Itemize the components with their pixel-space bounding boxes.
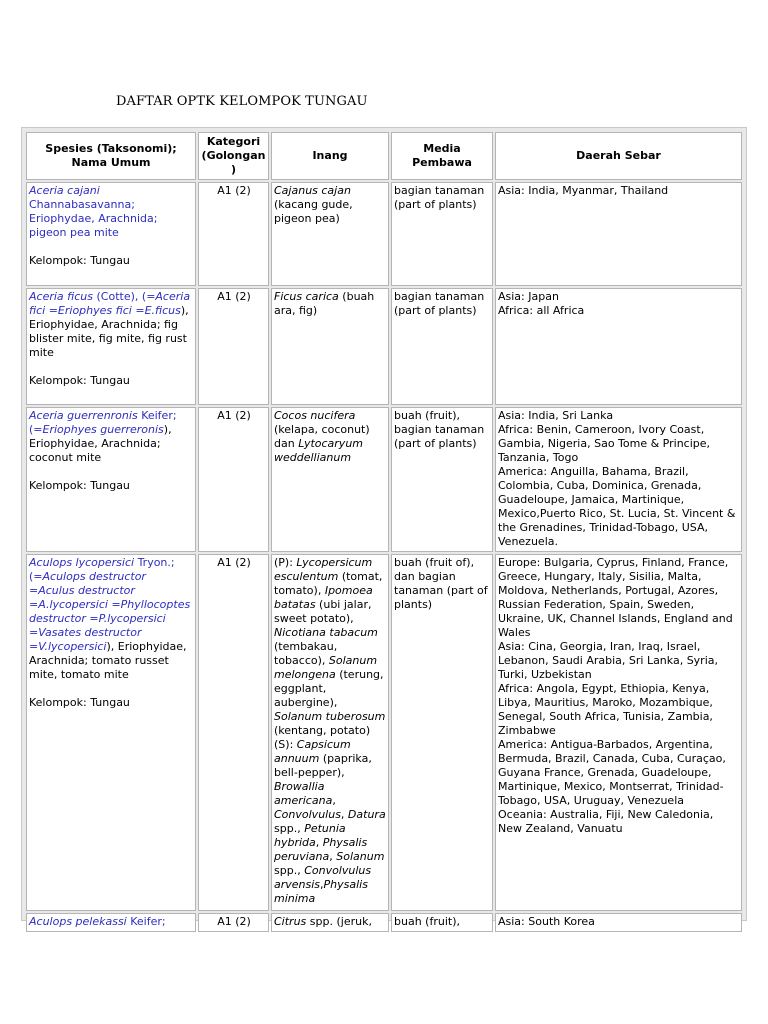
cell-kategori: A1 (2) — [198, 554, 269, 911]
cell-inang: Cocos nucifera (kelapa, coconut) dan Lytocaryum weddellianum — [271, 407, 389, 552]
cell-daerah: Asia: India, Myanmar, Thailand — [495, 182, 742, 286]
host-scientific-name: Physalis minima — [274, 878, 368, 905]
species-link[interactable]: Aculops pelekassi Keifer; — [29, 915, 166, 928]
host-scientific-name: Solanum melongena — [274, 654, 378, 681]
kelompok-label: Kelompok: Tungau — [29, 374, 130, 387]
host-text: (tembakau, tobacco), — [274, 640, 338, 667]
table-row — [26, 554, 742, 911]
species-link[interactable]: Aceria cajani Channabasavanna; Eriophydae, Arachnida; pigeon pea mite — [29, 184, 158, 239]
header-daerah: Daerah Sebar — [495, 132, 742, 180]
table-row — [26, 182, 742, 286]
host-text: (ubi jalar, sweet potato), — [274, 598, 372, 625]
cell-daerah: Europe: Bulgaria, Cyprus, Finland, France, Greece, Hungary, Italy, Sisilia, Malta, Moldova, Netherlands, Portugal, Azores, Russian Federation, Spain, Sweden, Ukraine, UK, Channel Islands, England and Wales Asia: Cina, Georgia, Iran, Iraq, Israel, Lebanon, Saudi Arabia, Sri Lanka, Syria, Turki, Uzbekistan Africa: Angola, Egypt, Ethiopia, Kenya, Libya, Mauritius, Maroko, Mozambique, Senegal, South Africa, Tunisia, Zambia, Zimbabwe America: Antigua-Barbados, Argentina, Bermuda, Brazil, Canada, Cuba, Curaçao, Guyana France, Grenada, Guadeloupe, Martinique, Mexico, Montserrat, Trinidad-Tobago, USA, Uruguay, Venezuela Oceania: Australia, Fiji, New Caledonia, New Zealand, Vanuatu — [495, 554, 742, 911]
host-scientific-name: Convolvulus arvensis — [274, 864, 372, 891]
cell-spesies — [26, 913, 196, 932]
cell-kategori: A1 (2) — [198, 288, 269, 405]
cell-kategori: A1 (2) — [198, 913, 269, 932]
cell-inang — [271, 554, 389, 911]
kelompok-label: Kelompok: Tungau — [29, 254, 130, 267]
optk-table — [24, 130, 744, 934]
cell-daerah: Asia: Japan Africa: all Africa — [495, 288, 742, 405]
species-link[interactable]: Aceria guerrenronis Keifer; (=Eriophyes guerreronis — [29, 409, 177, 436]
host-text: (tomat, tomato), — [274, 570, 383, 597]
cell-spesies — [26, 182, 196, 286]
host-scientific-name: Lycopersicum esculentum — [274, 556, 373, 583]
host-scientific-name: Datura — [347, 808, 386, 821]
kelompok-label: Kelompok: Tungau — [29, 479, 130, 492]
cell-inang: Cajanus cajan (kacang gude, pigeon pea) — [271, 182, 389, 286]
cell-spesies: Aceria guerrenronis Keifer; (=Eriophyes guerreronis), Eriophyidae, Arachnida; coconut mite Kelompok: Tungau — [26, 407, 196, 552]
header-kategori: Kategori (Golongan) — [198, 132, 269, 180]
host-text: spp., — [274, 864, 305, 877]
page-title: DAFTAR OPTK KELOMPOK TUNGAU — [116, 94, 368, 109]
species-link[interactable]: Aculops lycopersici Tryon.; (=Aculops destructor =Aculus destructor =A.lycopersici =Phyllocoptes destructor =P.lycopersici =Vasates destructor =V.lycopersici — [29, 556, 191, 653]
cell-spesies: Aceria ficus (Cotte), (=Aceria fici =Eriophyes fici =E.ficus), Eriophyidae, Arachnida; fig blister mite, fig mite, fig rust mite Kelompok: Tungau — [26, 288, 196, 405]
table-row — [26, 913, 742, 932]
host-text: (paprika, bell-pepper), — [274, 752, 372, 779]
host-scientific-name: Petunia hybrida — [274, 822, 346, 849]
host-text: , — [340, 808, 348, 821]
header-spesies: Spesies (Taksonomi); Nama Umum — [26, 132, 196, 180]
table-row — [26, 407, 742, 552]
cell-inang: Citrus spp. (jeruk, — [271, 913, 389, 932]
header-media: Media Pembawa — [391, 132, 493, 180]
table-row — [26, 288, 742, 405]
kelompok-label: Kelompok: Tungau — [29, 696, 130, 709]
host-text: spp., — [274, 822, 305, 835]
host-scientific-name: Convolvulus — [274, 808, 341, 821]
host-scientific-name: Solanum — [336, 850, 385, 863]
host-text: , — [315, 836, 323, 849]
header-inang: Inang — [271, 132, 389, 180]
host-text: , — [329, 850, 337, 863]
optk-table-frame — [21, 127, 747, 928]
species-link[interactable]: Aceria ficus (Cotte), (=Aceria fici =Eriophyes fici =E.ficus — [29, 290, 191, 317]
cell-daerah: Asia: South Korea — [495, 913, 742, 932]
host-text: , — [320, 878, 324, 891]
cell-inang: Ficus carica (buah ara, fig) — [271, 288, 389, 405]
host-scientific-name: Ipomoea batatas — [274, 584, 373, 611]
host-scientific-name: Solanum tuberosum — [274, 710, 386, 723]
cell-kategori: A1 (2) — [198, 407, 269, 552]
host-text: (P): — [274, 556, 297, 569]
cell-media: bagian tanaman (part of plants) — [391, 182, 493, 286]
host-scientific-name: Capsicum annuum — [274, 738, 351, 765]
cell-media: bagian tanaman (part of plants) — [391, 288, 493, 405]
host-scientific-name: Browallia americana — [274, 780, 333, 807]
host-scientific-name: Physalis peruviana — [274, 836, 368, 863]
host-text: (kentang, potato) (S): — [274, 724, 371, 751]
host-scientific-name: Nicotiana tabacum — [274, 626, 378, 639]
host-text: , — [332, 794, 336, 807]
cell-media: buah (fruit), bagian tanaman (part of plants) — [391, 407, 493, 552]
cell-daerah: Asia: India, Sri Lanka Africa: Benin, Cameroon, Ivory Coast, Gambia, Nigeria, Sao Tome & Principe, Tanzania, Togo America: Anguilla, Bahama, Brazil, Colombia, Cuba, Dominica, Grenada, Guadeloupe, Jamaica, Martinique, Mexico,Puerto Rico, St. Lucia, St. Vincent & the Grenadines, Trinidad-Tobago, USA, Venezuela. — [495, 407, 742, 552]
header-row — [26, 132, 742, 180]
host-text: (terung, eggplant, aubergine), — [274, 668, 384, 709]
cell-media: buah (fruit), — [391, 913, 493, 932]
cell-spesies: Aculops lycopersici Tryon.; (=Aculops destructor =Aculus destructor =A.lycopersici =Phyllocoptes destructor =P.lycopersici =Vasates destructor =V.lycopersici), Eriophyidae, Arachnida; tomato russet mite, tomato mite Kelompok: Tungau — [26, 554, 196, 911]
cell-media: buah (fruit of), dan bagian tanaman (part of plants) — [391, 554, 493, 911]
cell-kategori: A1 (2) — [198, 182, 269, 286]
